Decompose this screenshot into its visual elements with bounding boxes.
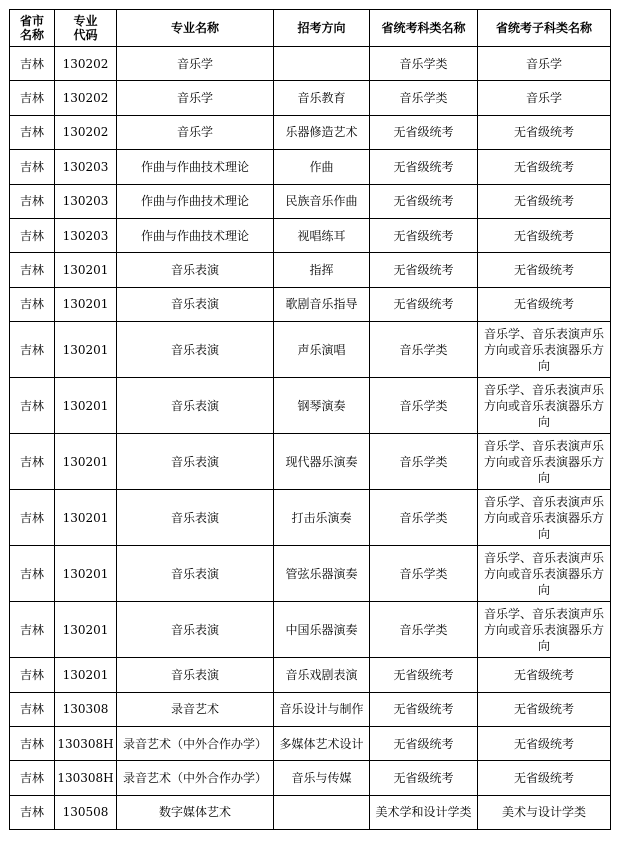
cell-province: 吉林 bbox=[10, 692, 55, 726]
cell-province: 吉林 bbox=[10, 287, 55, 321]
cell-major: 音乐表演 bbox=[117, 434, 274, 490]
cell-major: 音乐表演 bbox=[117, 322, 274, 378]
cell-subcategory: 音乐学、音乐表演声乐方向或音乐表演器乐方向 bbox=[478, 602, 611, 658]
cell-subcategory: 无省级统考 bbox=[478, 115, 611, 149]
cell-code: 130202 bbox=[55, 115, 117, 149]
table-row bbox=[10, 322, 611, 378]
table-row bbox=[10, 795, 611, 829]
header-row bbox=[10, 10, 611, 47]
cell-province: 吉林 bbox=[10, 322, 55, 378]
cell-subcategory: 无省级统考 bbox=[478, 150, 611, 184]
cell-major: 音乐表演 bbox=[117, 658, 274, 692]
cell-major: 数字媒体艺术 bbox=[117, 795, 274, 829]
cell-direction: 声乐演唱 bbox=[274, 322, 370, 378]
header-province: 省市名称 bbox=[10, 10, 55, 47]
majors-table bbox=[9, 9, 611, 830]
cell-direction: 歌剧音乐指导 bbox=[274, 287, 370, 321]
cell-category: 无省级统考 bbox=[370, 692, 478, 726]
cell-category: 音乐学类 bbox=[370, 546, 478, 602]
table-row bbox=[10, 150, 611, 184]
cell-category: 音乐学类 bbox=[370, 322, 478, 378]
cell-category: 无省级统考 bbox=[370, 287, 478, 321]
cell-direction: 音乐戏剧表演 bbox=[274, 658, 370, 692]
table-row bbox=[10, 434, 611, 490]
table-row bbox=[10, 658, 611, 692]
cell-province: 吉林 bbox=[10, 795, 55, 829]
cell-subcategory: 无省级统考 bbox=[478, 658, 611, 692]
cell-subcategory: 无省级统考 bbox=[478, 761, 611, 795]
cell-direction: 作曲 bbox=[274, 150, 370, 184]
cell-category: 美术学和设计学类 bbox=[370, 795, 478, 829]
cell-code: 130201 bbox=[55, 546, 117, 602]
cell-direction: 打击乐演奏 bbox=[274, 490, 370, 546]
cell-category: 无省级统考 bbox=[370, 218, 478, 252]
cell-major: 录音艺术（中外合作办学） bbox=[117, 726, 274, 760]
cell-major: 音乐表演 bbox=[117, 287, 274, 321]
cell-direction: 管弦乐器演奏 bbox=[274, 546, 370, 602]
cell-code: 130201 bbox=[55, 378, 117, 434]
cell-category: 无省级统考 bbox=[370, 726, 478, 760]
cell-major: 音乐表演 bbox=[117, 546, 274, 602]
cell-province: 吉林 bbox=[10, 602, 55, 658]
table-row bbox=[10, 184, 611, 218]
cell-direction: 乐器修造艺术 bbox=[274, 115, 370, 149]
header-major: 专业名称 bbox=[117, 10, 274, 47]
cell-category: 音乐学类 bbox=[370, 490, 478, 546]
cell-subcategory: 无省级统考 bbox=[478, 287, 611, 321]
cell-code: 130201 bbox=[55, 490, 117, 546]
cell-major: 音乐表演 bbox=[117, 378, 274, 434]
table-row bbox=[10, 546, 611, 602]
cell-province: 吉林 bbox=[10, 658, 55, 692]
cell-code: 130508 bbox=[55, 795, 117, 829]
cell-category: 无省级统考 bbox=[370, 150, 478, 184]
cell-category: 无省级统考 bbox=[370, 658, 478, 692]
cell-code: 130203 bbox=[55, 184, 117, 218]
cell-category: 无省级统考 bbox=[370, 184, 478, 218]
cell-subcategory: 音乐学、音乐表演声乐方向或音乐表演器乐方向 bbox=[478, 322, 611, 378]
cell-province: 吉林 bbox=[10, 761, 55, 795]
cell-subcategory: 美术与设计学类 bbox=[478, 795, 611, 829]
cell-province: 吉林 bbox=[10, 490, 55, 546]
table-row bbox=[10, 726, 611, 760]
cell-code: 130308H bbox=[55, 726, 117, 760]
cell-category: 音乐学类 bbox=[370, 602, 478, 658]
cell-subcategory: 音乐学、音乐表演声乐方向或音乐表演器乐方向 bbox=[478, 490, 611, 546]
cell-major: 录音艺术（中外合作办学） bbox=[117, 761, 274, 795]
table-row bbox=[10, 761, 611, 795]
cell-subcategory: 无省级统考 bbox=[478, 726, 611, 760]
cell-province: 吉林 bbox=[10, 81, 55, 115]
cell-province: 吉林 bbox=[10, 150, 55, 184]
cell-major: 录音艺术 bbox=[117, 692, 274, 726]
table-row bbox=[10, 47, 611, 81]
cell-subcategory: 音乐学 bbox=[478, 47, 611, 81]
cell-category: 无省级统考 bbox=[370, 761, 478, 795]
header-category: 省统考科类名称 bbox=[370, 10, 478, 47]
cell-major: 作曲与作曲技术理论 bbox=[117, 184, 274, 218]
cell-major: 音乐表演 bbox=[117, 490, 274, 546]
cell-category: 音乐学类 bbox=[370, 81, 478, 115]
table-row bbox=[10, 490, 611, 546]
table-row bbox=[10, 218, 611, 252]
cell-province: 吉林 bbox=[10, 546, 55, 602]
cell-subcategory: 无省级统考 bbox=[478, 218, 611, 252]
table-row bbox=[10, 692, 611, 726]
cell-direction: 多媒体艺术设计 bbox=[274, 726, 370, 760]
cell-code: 130202 bbox=[55, 81, 117, 115]
cell-major: 音乐学 bbox=[117, 115, 274, 149]
cell-direction: 现代器乐演奏 bbox=[274, 434, 370, 490]
cell-subcategory: 音乐学、音乐表演声乐方向或音乐表演器乐方向 bbox=[478, 378, 611, 434]
cell-province: 吉林 bbox=[10, 47, 55, 81]
cell-category: 音乐学类 bbox=[370, 47, 478, 81]
cell-code: 130201 bbox=[55, 658, 117, 692]
cell-subcategory: 音乐学、音乐表演声乐方向或音乐表演器乐方向 bbox=[478, 434, 611, 490]
table-row bbox=[10, 115, 611, 149]
cell-code: 130201 bbox=[55, 253, 117, 287]
cell-code: 130201 bbox=[55, 434, 117, 490]
header-direction: 招考方向 bbox=[274, 10, 370, 47]
cell-code: 130201 bbox=[55, 287, 117, 321]
cell-direction: 指挥 bbox=[274, 253, 370, 287]
cell-province: 吉林 bbox=[10, 115, 55, 149]
table-row bbox=[10, 253, 611, 287]
cell-major: 作曲与作曲技术理论 bbox=[117, 150, 274, 184]
cell-major: 音乐表演 bbox=[117, 602, 274, 658]
cell-direction: 音乐教育 bbox=[274, 81, 370, 115]
cell-direction: 中国乐器演奏 bbox=[274, 602, 370, 658]
cell-code: 130202 bbox=[55, 47, 117, 81]
cell-province: 吉林 bbox=[10, 218, 55, 252]
cell-code: 130203 bbox=[55, 218, 117, 252]
cell-direction: 钢琴演奏 bbox=[274, 378, 370, 434]
table-row bbox=[10, 81, 611, 115]
cell-subcategory: 音乐学、音乐表演声乐方向或音乐表演器乐方向 bbox=[478, 546, 611, 602]
table-row bbox=[10, 287, 611, 321]
cell-category: 音乐学类 bbox=[370, 378, 478, 434]
cell-direction bbox=[274, 795, 370, 829]
cell-code: 130308H bbox=[55, 761, 117, 795]
cell-code: 130203 bbox=[55, 150, 117, 184]
cell-code: 130201 bbox=[55, 602, 117, 658]
cell-category: 无省级统考 bbox=[370, 253, 478, 287]
cell-major: 音乐学 bbox=[117, 81, 274, 115]
cell-subcategory: 无省级统考 bbox=[478, 692, 611, 726]
table-row bbox=[10, 602, 611, 658]
cell-direction: 音乐设计与制作 bbox=[274, 692, 370, 726]
cell-major: 音乐学 bbox=[117, 47, 274, 81]
cell-major: 作曲与作曲技术理论 bbox=[117, 218, 274, 252]
cell-direction: 视唱练耳 bbox=[274, 218, 370, 252]
cell-subcategory: 无省级统考 bbox=[478, 184, 611, 218]
cell-direction: 民族音乐作曲 bbox=[274, 184, 370, 218]
cell-subcategory: 无省级统考 bbox=[478, 253, 611, 287]
cell-direction bbox=[274, 47, 370, 81]
cell-province: 吉林 bbox=[10, 378, 55, 434]
cell-subcategory: 音乐学 bbox=[478, 81, 611, 115]
table-row bbox=[10, 378, 611, 434]
cell-major: 音乐表演 bbox=[117, 253, 274, 287]
cell-province: 吉林 bbox=[10, 184, 55, 218]
cell-code: 130308 bbox=[55, 692, 117, 726]
cell-code: 130201 bbox=[55, 322, 117, 378]
header-subcategory: 省统考子科类名称 bbox=[478, 10, 611, 47]
cell-category: 音乐学类 bbox=[370, 434, 478, 490]
header-code: 专业代码 bbox=[55, 10, 117, 47]
cell-category: 无省级统考 bbox=[370, 115, 478, 149]
cell-province: 吉林 bbox=[10, 253, 55, 287]
table-body bbox=[10, 47, 611, 830]
cell-province: 吉林 bbox=[10, 726, 55, 760]
cell-direction: 音乐与传媒 bbox=[274, 761, 370, 795]
cell-province: 吉林 bbox=[10, 434, 55, 490]
